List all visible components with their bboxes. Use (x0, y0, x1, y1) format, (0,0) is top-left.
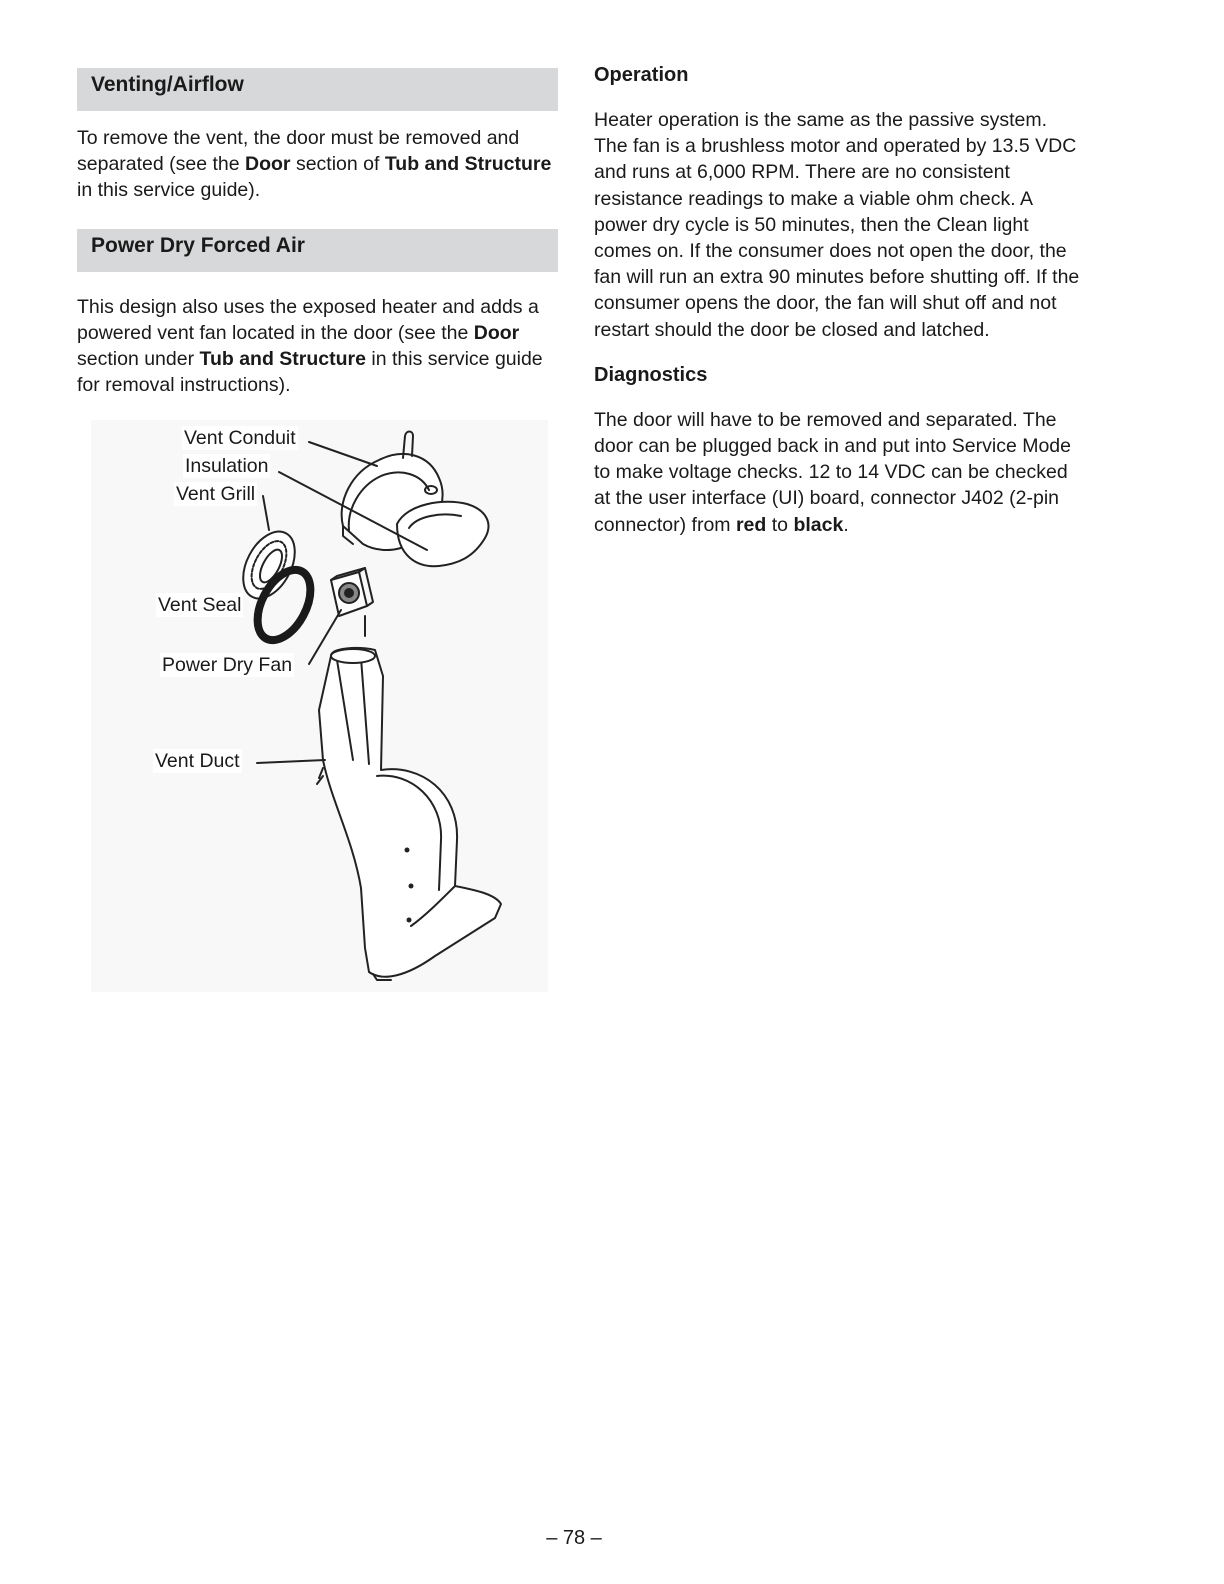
page-number: – 78 – (546, 1527, 602, 1549)
vent-duct-label: Vent Duct (155, 750, 240, 772)
vent-grill-label: Vent Grill (176, 483, 256, 505)
right-column (594, 62, 1084, 538)
venting-airflow-paragraph: To remove the vent, the door must be removed and separated (see the Door section of Tub and Structure in this service guide). (77, 127, 552, 202)
vent-grill-leader (263, 496, 269, 530)
vent-duct-part (317, 648, 501, 980)
operation-heading: Operation (594, 64, 689, 86)
power-dry-heading: Power Dry Forced Air (77, 229, 558, 272)
insulation-label: Insulation (185, 455, 269, 477)
power-dry-fan-label: Power Dry Fan (162, 654, 293, 676)
vent-assembly-drawing (91, 420, 548, 992)
power-dry-fan-part (331, 568, 373, 636)
left-column (77, 68, 558, 398)
operation-paragraph: Heater operation is the same as the passive system. The fan is a brushless motor and operated by 13.5 VDC and runs at 6,000 RPM. There are no consistent resistance readings to make a viable ohm check. A power dry cycle is 50 minutes, then the Clean light comes on. If the consumer does not open the door, the fan will run an extra 90 minutes before shutting off. If the consumer opens the door, the fan will shut off and not restart should the door be closed and latched. (594, 109, 1080, 341)
diagnostics-heading: Diagnostics (594, 363, 708, 386)
diagnostics-paragraph: The door will have to be removed and separated. The door can be plugged back in and put into Service Mode to make voltage checks. 12 to 14 VDC can be checked at the user interface (UI) board, connector J402 (2-pin connector) from red to black. (594, 408, 1071, 536)
vent-duct-leader (257, 760, 325, 763)
venting-airflow-heading: Venting/Airflow (77, 68, 558, 111)
insulation-part (397, 502, 488, 566)
vent-seal-label: Vent Seal (158, 594, 242, 616)
vent-conduit-label: Vent Conduit (184, 427, 296, 449)
vent-assembly-figure (91, 420, 548, 992)
vent-conduit-leader (309, 442, 377, 466)
power-dry-paragraph: This design also uses the exposed heater and adds a powered vent fan located in the door (see the Door section under Tub and Structure in this service guide for removal instructions). (77, 295, 543, 397)
